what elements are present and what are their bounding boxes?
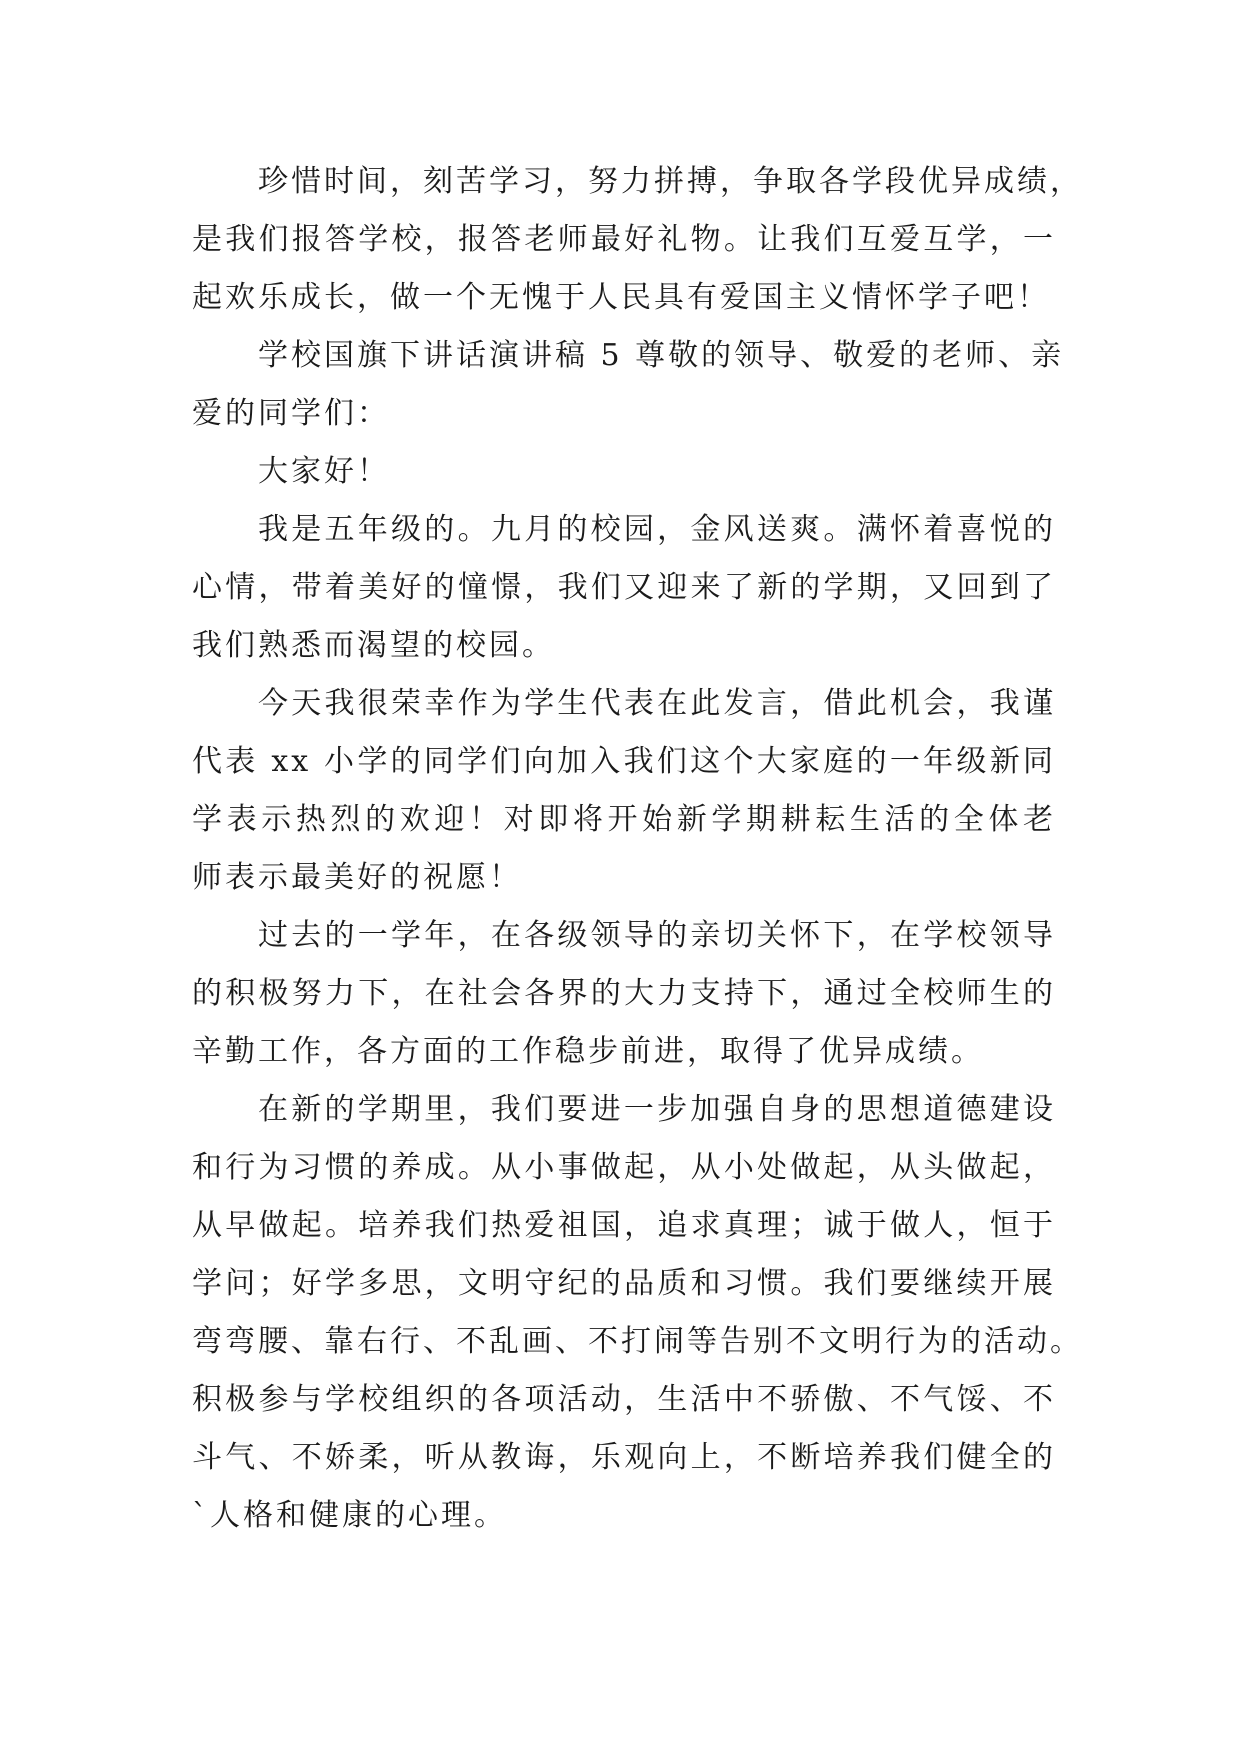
paragraph	[192, 153, 1083, 327]
text-line: 珍惜时间，刻苦学习，努力拼搏，争取各学段优异成绩，	[258, 164, 1083, 199]
text-line: 弯弯腰、靠右行、不乱画、不打闹等告别不文明行为的活动。	[192, 1324, 1083, 1359]
text-line: 学表示热烈的欢迎！对即将开始新学期耕耘生活的全体老	[192, 802, 1056, 837]
text-line: 的积极努力下，在社会各界的大力支持下，通过全校师生的	[192, 976, 1056, 1011]
text-line: 是我们报答学校，报答老师最好礼物。让我们互爱互学，一	[192, 222, 1056, 257]
text-line: 我们熟悉而渴望的校园。	[192, 628, 555, 663]
text-line: 从早做起。培养我们热爱祖国，追求真理；诚于做人，恒于	[192, 1208, 1056, 1243]
text-line: 和行为习惯的养成。从小事做起，从小处做起，从头做起，	[192, 1150, 1056, 1185]
text-line: 辛勤工作，各方面的工作稳步前进，取得了优异成绩。	[192, 1034, 984, 1069]
text-line: 起欢乐成长，做一个无愧于人民具有爱国主义情怀学子吧！	[192, 280, 1050, 315]
paragraph	[192, 675, 1056, 907]
text-line: 我是五年级的。九月的校园，金风送爽。满怀着喜悦的	[258, 512, 1056, 547]
paragraph	[192, 327, 1065, 443]
text-line: `人格和健康的心理。	[192, 1498, 507, 1533]
text-line: 斗气、不娇柔，听从教诲，乐观向上，不断培养我们健全的	[192, 1440, 1056, 1475]
text-line: 在新的学期里，我们要进一步加强自身的思想道德建设	[258, 1092, 1056, 1127]
document-body	[192, 153, 1083, 1545]
text-line: 过去的一学年，在各级领导的亲切关怀下，在学校领导	[258, 918, 1056, 953]
text-line: 师表示最美好的祝愿！	[192, 860, 522, 895]
paragraph	[192, 1081, 1083, 1545]
paragraph	[192, 443, 1056, 501]
text-line: 爱的同学们：	[192, 396, 390, 431]
paragraph	[192, 907, 1056, 1081]
text-line: 学校国旗下讲话演讲稿 5 尊敬的领导、敬爱的老师、亲	[258, 338, 1065, 373]
text-line: 积极参与学校组织的各项活动，生活中不骄傲、不气馁、不	[192, 1382, 1056, 1417]
text-line: 大家好！	[258, 454, 390, 489]
text-line: 代表 xx 小学的同学们向加入我们这个大家庭的一年级新同	[192, 744, 1056, 779]
text-line: 今天我很荣幸作为学生代表在此发言，借此机会，我谨	[258, 686, 1056, 721]
text-line: 心情，带着美好的憧憬，我们又迎来了新的学期，又回到了	[192, 570, 1056, 605]
paragraph	[192, 501, 1056, 675]
text-line: 学问；好学多思，文明守纪的品质和习惯。我们要继续开展	[192, 1266, 1056, 1301]
